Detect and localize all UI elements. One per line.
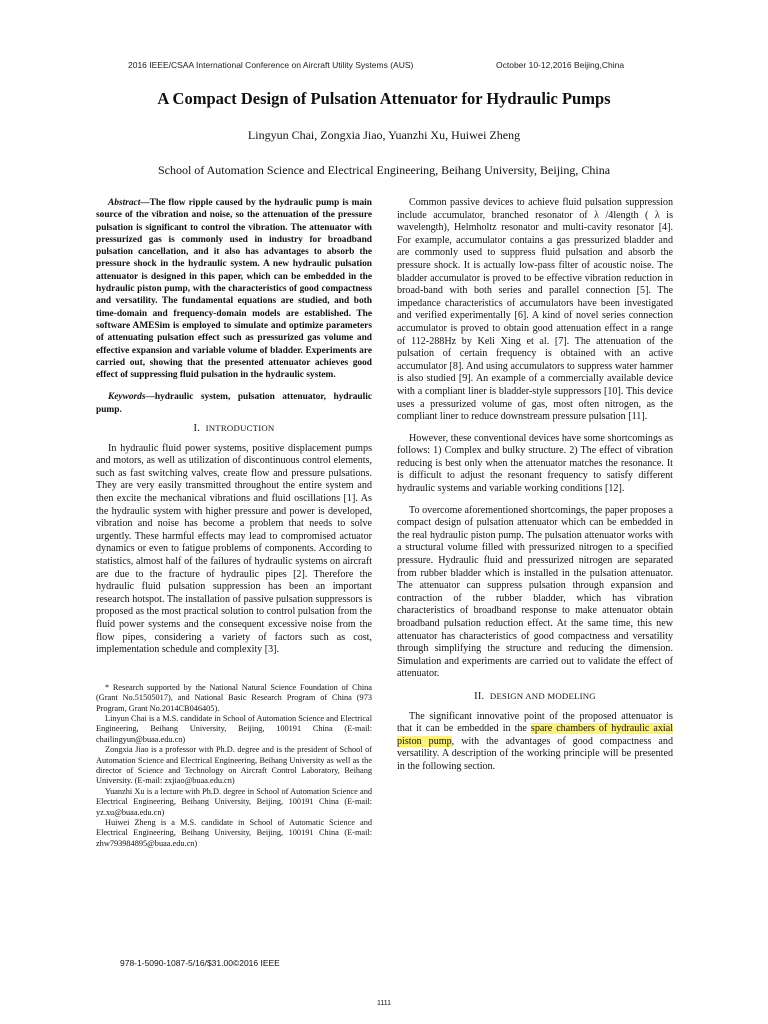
page-number: 1111	[376, 1000, 391, 1007]
paper-authors: Lingyun Chai, Zongxia Jiao, Yuanzhi Xu, Huiwei Zheng	[247, 128, 521, 142]
section-title: DESIGN AND MODELING	[489, 690, 596, 701]
footnote: Huiwei Zheng is a M.S. candidate in School of Automatic Science and Electrical Engineering, Beihang University, Beijing, 100191 China (E-mail: zhw793984895@buaa.edu.cn)	[96, 818, 372, 848]
abstract-text: —The flow ripple caused by the hydraulic pump is main source of the vibration and noise, so the attenuation of the pressure pulsation is significant to control the vibration. The attenuator with pressurized gas is commonly used in industry for broadband pulsation cancellation, and it also has advantages to absorb the pressure shock in the hydraulic system. A new hydraulic pulsation attenuator is designed in this paper, which can be embedded in the hydraulic piston pump, with the characteristics of good compactness and versatility. The fundamental equations are studied, and both time-domain and frequency-domain models are established. The software AMESim is employed to simulate and optimize parameters of attenuating pulsation effect such as pressurized gas volume and effective expansion and variable volume of bladder. Experiments are carried out, showing that the presented attenuator achieves good effect of suppressing fluid pulsation in the hydraulic system.	[96, 198, 372, 381]
section-heading-introduction	[96, 422, 372, 436]
highlighted-text[interactable]: spare chambers of hydraulic axial piston pump	[397, 723, 673, 747]
footnotes	[96, 683, 372, 850]
paper-title: A Compact Design of Pulsation Attenuator for Hydraulic Pumps	[157, 89, 611, 108]
footnote: * Research supported by the National Natural Science Foundation of China (Grant No.51505017), and National Basic Research Program of China (973 Program, Grant No.2014CB046405).	[96, 682, 372, 713]
paragraph-text: , with the advantages of good compactness and versatility. A description of the working principle will be presented in the following section.	[397, 735, 673, 772]
conference-header: 2016 IEEE/CSAA International Conference on Aircraft Utility Systems (AUS)	[128, 60, 414, 70]
left-column	[96, 197, 372, 849]
body-paragraph	[397, 711, 673, 774]
section-numeral: I.	[193, 423, 200, 435]
isbn-line: 978-1-5090-1087-5/16/$31.00©2016 IEEE	[120, 958, 280, 968]
right-column	[397, 197, 673, 783]
body-paragraph: However, these conventional devices have some shortcomings as follows: 1) Complex and bulky structure. 2) The effect of vibration reducing is best only when the attenuator matches the resonance. It is difficult to adjust the resonant frequency to satisfy different hydraulic systems and variable working conditions [12].	[397, 432, 673, 495]
keywords	[96, 391, 372, 416]
footnote: Linyun Chai is a M.S. candidate in School of Automation Science and Electrical Engineering, Beihang University, Beijing, 100191 China (E-mail: chailingyun@buaa.edu.cn)	[96, 713, 372, 744]
body-paragraph: To overcome aforementioned shortcomings, the paper proposes a compact design of pulsation attenuator which can be embedded in the real hydraulic piston pump. The pulsation attenuator works with a structural volume filled with pressurized nitrogen to a specified pressure. Hydraulic fluid and pressurized nitrogen are separated from rubber bladder which is installed in the pulsation attenuator. The attenuator can suppress pulsation through expansion and contraction of the rubber bladder, which has vibration characteristics of broadband response to make attenuator obtain broadband pulsation reduction effect. At the same time, this new attenuator has characteristics of good compactness and versatility through simplifying the structure and reducing the dimension. Simulation and experiments are carried out to validate the effect of attenuator.	[397, 504, 673, 680]
section-heading-design	[397, 690, 673, 704]
keywords-text: —hydraulic system, pulsation attenuator, hydraulic pump.	[96, 392, 372, 415]
introduction-paragraph	[96, 443, 372, 657]
introduction-text: In hydraulic fluid power systems, positive displacement pumps and motors, as well as utilization of discontinuous control elements, such as fast switching valves, create flow and pressure pulsations. They are very easily transmitted throughout the entire system and then excite the mechanical vibrations and fluid oscillations [1]. As the hydraulic system with higher pressure and power is developed, vibration and noise has become a problem that needs to solve urgently. These harmful effects may lead to compromised actuator dynamics or even to fatigue problems of components. According to statistics, almost half of the failures of hydraulic systems on aircraft are due to the fracture of hydraulic pipes [2]. Therefore the hydraulic fluid pulsation suppression has been an important research hotspot. The installation of passive pulsation suppressors is proposed as the most practical solution to control pulsation from the fluid power systems and the consequent excessive noise from the flow pipes, considering a variety of factors such as cost, implementation schedule and complexity [3].	[96, 442, 372, 656]
keywords-lead: Keywords	[108, 392, 146, 403]
paragraph-text: The significant innovative point of the proposed attenuator is that it can be embedded in the	[397, 710, 673, 735]
conference-date-place: October 10-12,2016 Beijing,China	[496, 60, 625, 70]
paper-affiliation: School of Automation Science and Electrical Engineering, Beihang University, Beijing, China	[157, 163, 611, 177]
section-numeral: II.	[474, 690, 485, 702]
footnote: Zongxia Jiao is a professor with Ph.D. degree and is the president of School of Automation Science and Electrical Engineering, Beihang University as well as the director of Science and Technology on Aircraft Control Laboratory, Beihang University. (E-mail: zxjiao@buaa.edu.cn)	[96, 745, 372, 786]
section-title: INTRODUCTION	[205, 423, 275, 434]
footnote: Yuanzhi Xu is a lecture with Ph.D. degree in School of Automation Science and Electrical Engineering, Beihang University, Beijing, 100191 China (E-mail: yz.xu@buaa.edu.cn)	[96, 786, 372, 817]
body-paragraph: Common passive devices to achieve fluid pulsation suppression include accumulator, branched resonator of λ /4length ( λ is wavelength), Helmholtz resonator and multi-cavity resonator [4]. For example, accumulator contains a gas pressurized bladder and are commonly used to suppress fluid pulsation and absorb the pressure shock. It is actually low-pass filter of acoustic noise. The bladder accumulator is proved to be effective vibration reduction in broad-band with both series and parallel connection [5]. The impedance characteristics of accumulators have been investigated and verified experimentally [6]. A kind of novel series connection accumulator is proved to obtain good attenuation effect in a range of 112-288Hz by Keli Xing et al. [7]. The attenuation of the pulsation of certain frequency is obtained with an active accumulator [8]. And using accumulators to suppress water hammer is also studied [9]. An example of a commercially available device with a compliant liner is bladder-style suppressors [10]. This device uses a pressurized volume of gas, most often nitrogen, as the compliant liner to reduce downstream pressure pulsation [11].	[397, 197, 673, 423]
abstract-lead: Abstract	[108, 198, 141, 208]
abstract	[96, 197, 372, 381]
